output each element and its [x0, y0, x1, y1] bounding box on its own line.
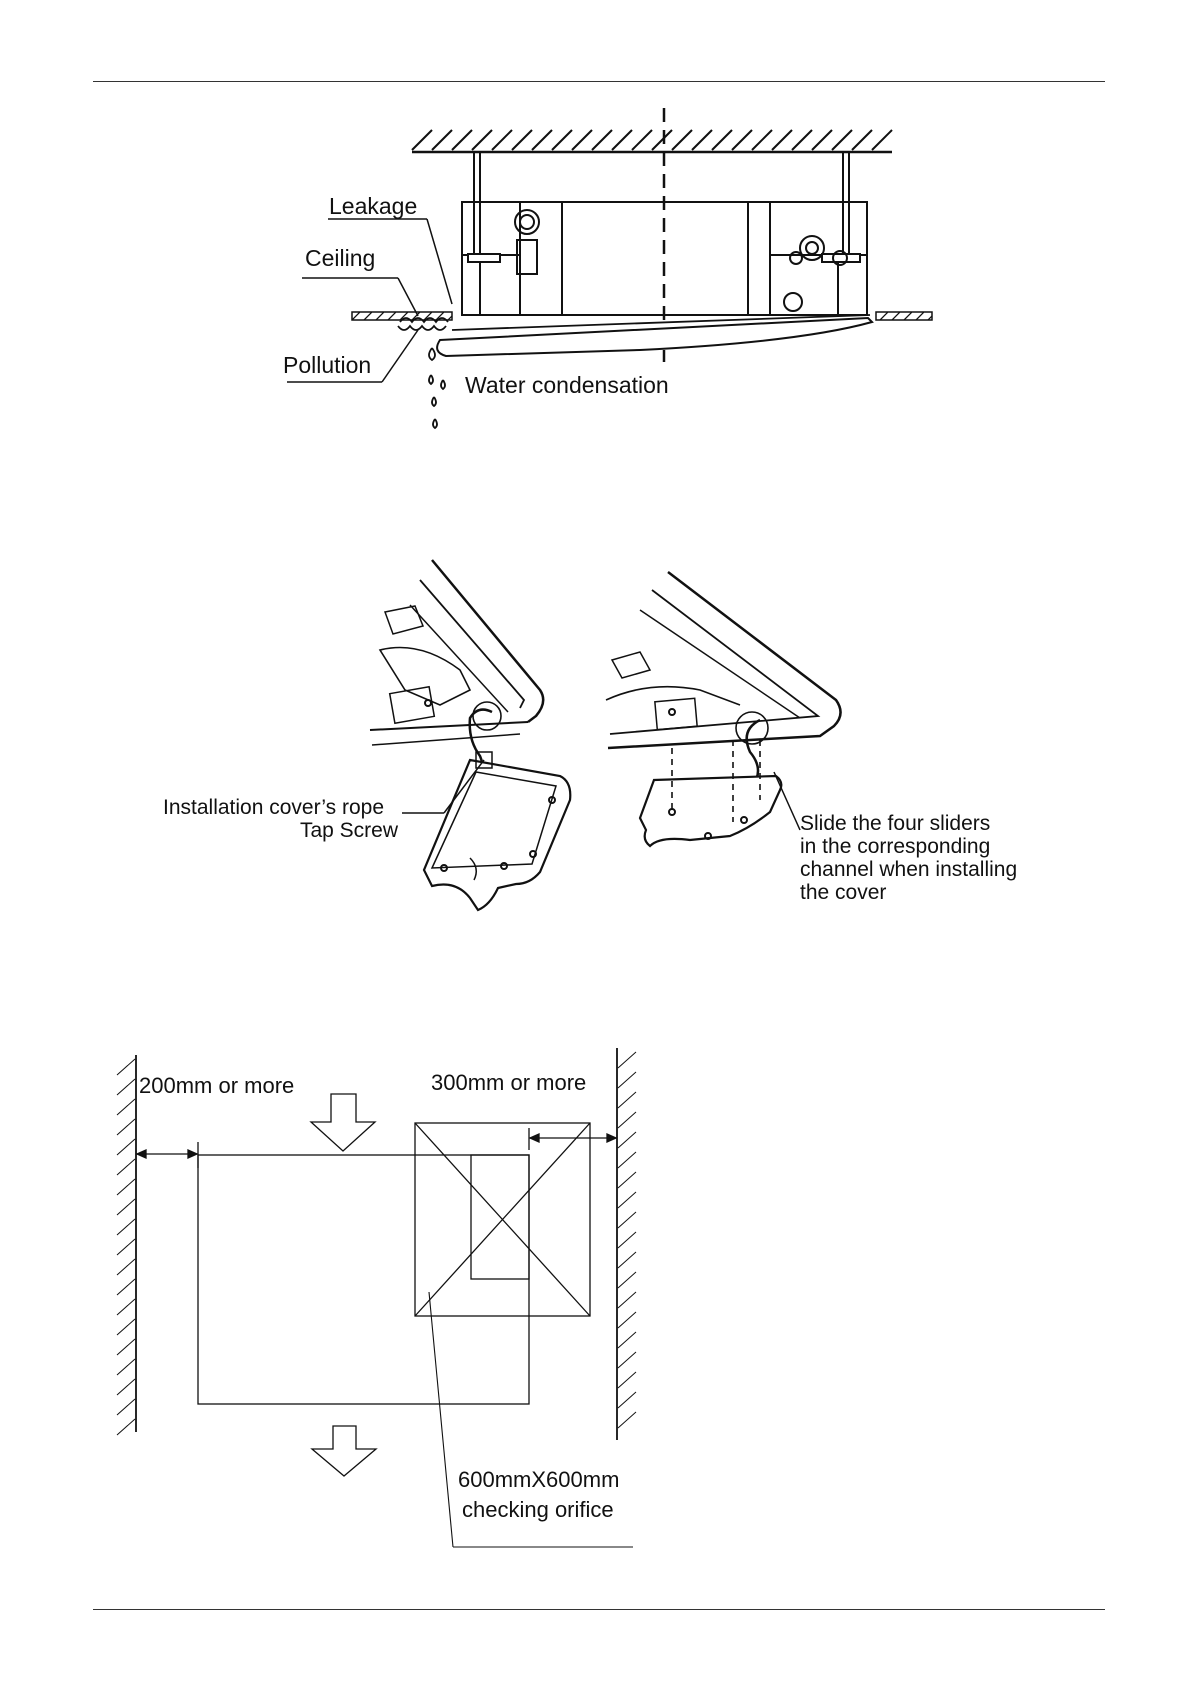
- label-ceiling: Ceiling: [305, 245, 376, 271]
- label-right-clearance: 300mm or more: [431, 1070, 587, 1095]
- figure-installation-cover: [370, 560, 841, 910]
- label-slide-line-2: in the corresponding: [800, 835, 991, 858]
- label-installation-rope: Installation cover’s rope: [163, 796, 385, 819]
- label-slide-line-4: the cover: [800, 881, 887, 904]
- label-tap-screw: Tap Screw: [299, 819, 398, 842]
- label-pollution: Pollution: [283, 352, 372, 378]
- label-slide-line-1: Slide the four sliders: [800, 812, 991, 835]
- label-left-clearance: 200mm or more: [139, 1073, 295, 1098]
- label-water-condensation: Water condensation: [465, 372, 669, 398]
- label-orifice-size: 600mmX600mm: [458, 1467, 620, 1492]
- label-leakage: Leakage: [329, 193, 418, 219]
- label-orifice-name: checking orifice: [462, 1497, 614, 1522]
- label-slide-line-3: channel when installing: [800, 858, 1018, 881]
